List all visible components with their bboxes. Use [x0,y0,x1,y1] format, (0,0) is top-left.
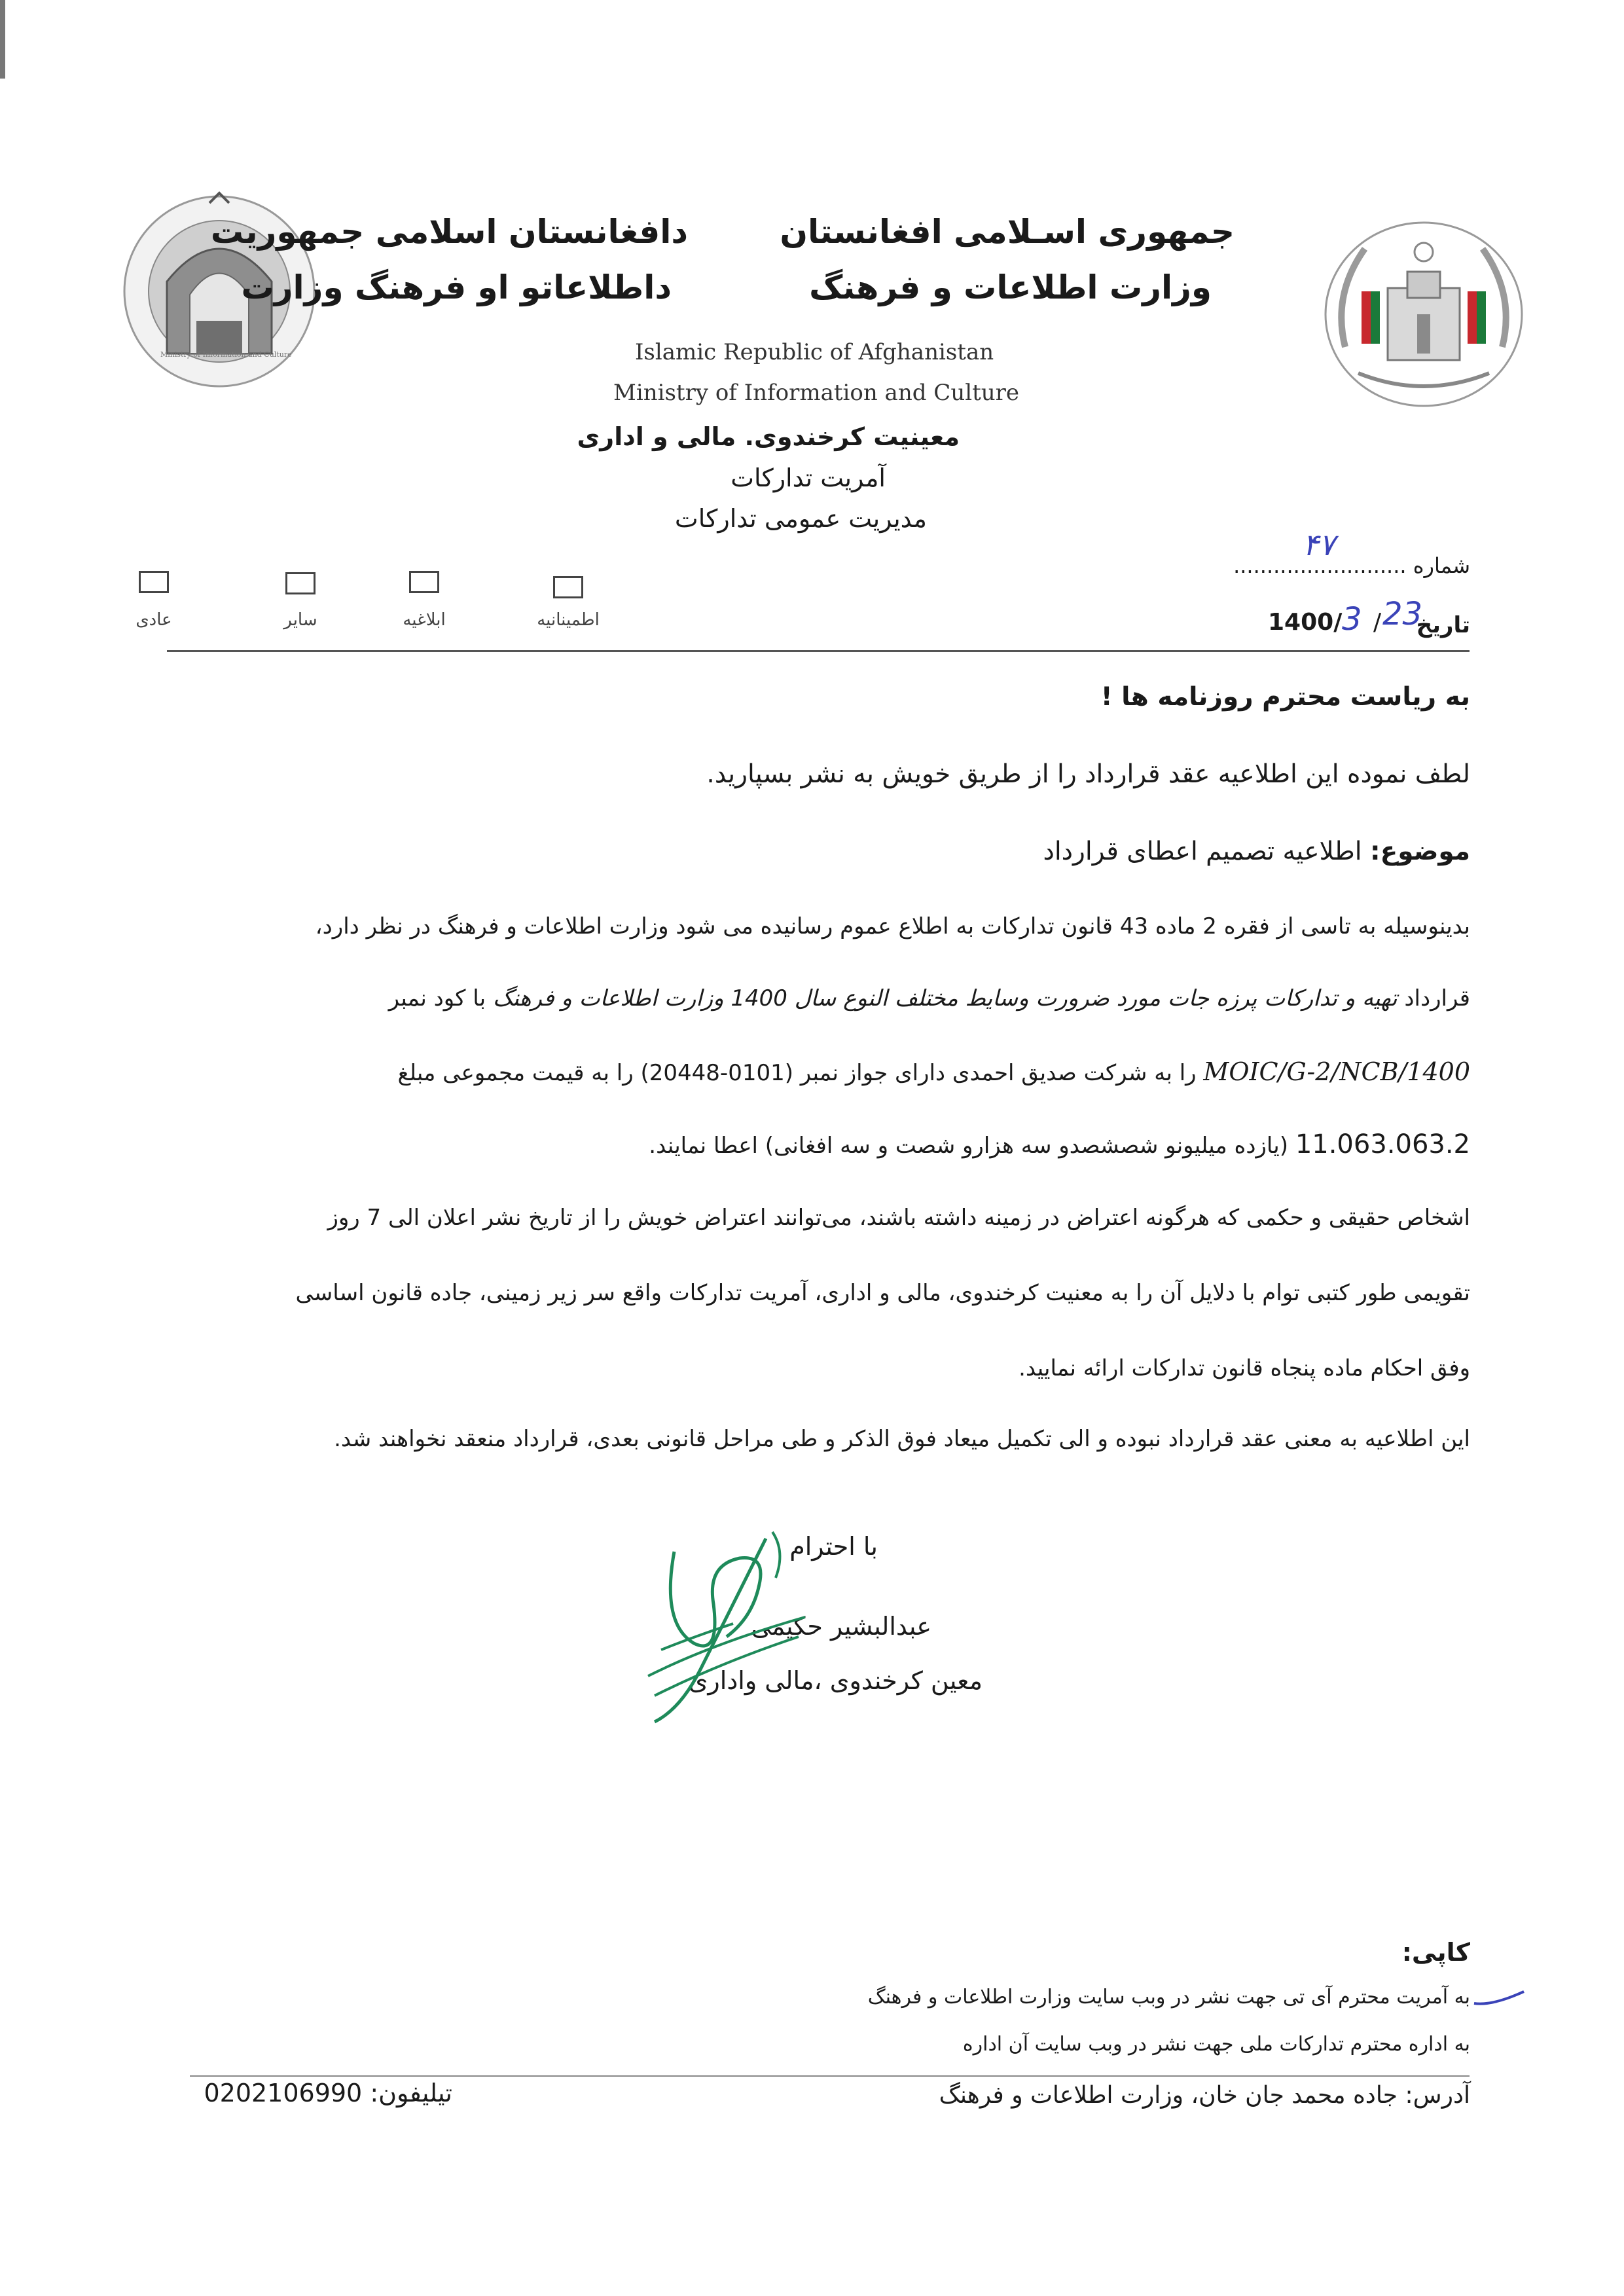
letter-number-label: شماره .......................... [1233,553,1470,578]
footer-phone [204,2079,452,2107]
classification-label-ordinary: عادی [135,610,172,630]
paragraph-1-line-1: بدینوسیله به تاسی از فقره 2 ماده 43 قانون تدارکات به اطلاع عموم رسانیده می شود وزارت اطلاعات و فرهنگ در نظر دارد، [315,913,1470,939]
footer-address: آدرس: جاده محمد جان خان، وزارت اطلاعات و فرهنگ [939,2082,1470,2109]
subject-label: موضوع: [1370,837,1470,866]
pashto-title-republic: دافغانستان اسلامی جمهوریت [210,213,688,251]
classification-label-confidential: اطمینانیه [537,610,600,630]
contract-suffix: با کود نمبر [388,985,493,1011]
classification-checkbox-other[interactable] [285,572,316,594]
paragraph-1-line-2 [389,985,1470,1011]
contract-code: MOIC/G-2/NCB/1400 [1203,1057,1470,1086]
contract-amount: 11.063.063.2 [1295,1129,1470,1159]
signature-title: معین کرخندوی ،مالی واداری [688,1666,983,1695]
department-procurement-directorate: آمریت تدارکات [731,464,886,492]
classification-label-notification: ابلاغیه [403,610,446,630]
header-divider [167,650,1470,652]
paragraph-1-line-4 [649,1129,1470,1159]
department-general-procurement: مدیریت عمومی تدارکات [674,504,927,533]
classification-checkbox-notification[interactable] [409,571,439,593]
signature-closing: با احترام [789,1532,878,1561]
contract-title: تهیه و تدارکات پرزه جات مورد ضرورت وسایط مختلف النوع سال 1400 وزارت اطلاعات و فرهنگ [492,985,1398,1011]
letter-date-month: 3 [1342,601,1362,638]
classification-label-other: سایر [283,610,317,630]
classification-checkbox-ordinary[interactable] [139,571,169,593]
signature-name: عبدالبشیر حکیمی [751,1612,931,1641]
letter-date-year: 1400/ [1268,609,1343,636]
english-title-republic: Islamic Republic of Afghanistan [635,339,994,365]
paragraph-2-line-3: وفق احکام ماده پنجاه قانون تدارکات ارائه نمایید. [1019,1355,1470,1381]
contract-award-text: را به شرکت صدیق احمدی دارای جواز نمبر (0101-20448) را به قیمت مجموعی مبلغ [397,1060,1204,1086]
handwritten-check-icon [1473,1984,1525,2010]
dari-title-ministry: وزارت اطلاعات و فرهنگ [809,268,1212,306]
scan-edge-mark [0,0,5,79]
english-title-ministry: Ministry of Information and Culture [613,380,1020,406]
letter-request: لطف نموده این اطلاعیه عقد قرارداد را از طریق خویش به نشر بسپارید. [706,759,1470,789]
paragraph-2-line-1: اشخاص حقیقی و حکمی که هرگونه اعتراض در زمینه داشته باشند، می‌توانند اعتراض خویش را از تاریخ نشر اعلان الی 7 روز [327,1205,1470,1231]
paragraph-2-line-2: تقویمی طور کتبی توام با دلایل آن را به معنیت کرخندوی، مالی و اداری، آمریت تدارکات واقع سر زیر زمینی، جاده قانون اساسی [295,1280,1470,1306]
department-deputy-ministry: معینیت کرخندوی. مالی و اداری [577,422,960,451]
paragraph-3: این اطلاعیه به معنی عقد قرارداد نبوده و الی تکمیل میعاد فوق الذکر و طی مراحل قانونی بعدی، قرارداد منعقد نخواهند شد. [334,1426,1470,1452]
letter-addressee: به ریاست محترم روزنامه ها ! [1100,682,1470,712]
copy-label: کاپی: [1401,1938,1470,1967]
copy-line-npa: به اداره محترم تدارکات ملی جهت نشر در وبب سایت آن اداره [962,2033,1470,2056]
letter-number-value: ۴۷ [1303,527,1335,562]
pashto-title-ministry: داطلاعاتو او فرهنگ وزارت [241,268,672,306]
footer-phone-label: تیلیفون: [370,2079,452,2107]
subject-text: اطلاعیه تصمیم اعطای قرارداد [1043,837,1371,866]
letter-date-day: 23 [1382,596,1423,632]
paragraph-1-line-3 [397,1057,1470,1086]
seal-caption: Ministry of Information and Culture [160,350,292,359]
classification-checkbox-confidential[interactable] [553,576,583,598]
footer-divider [190,2075,1470,2077]
footer-phone-value: 0202106990 [204,2079,363,2107]
letter-date-sep: / [1373,609,1382,636]
contract-prefix: قرارداد [1397,985,1470,1011]
letter-subject [1043,837,1470,866]
copy-line-it: به آمریت محترم آی تی جهت نشر در وبب سایت وزارت اطلاعات و فرهنگ [867,1986,1470,2009]
contract-amount-words: (یازده میلیونو شصشصدو سه هزارو شصت و سه افغانی) اعطا نمایند. [649,1133,1295,1159]
national-emblem-icon [1319,216,1528,412]
dari-title-republic: جمهوری اسـلامی افغانستان [780,213,1235,251]
handwritten-signature-icon [635,1525,818,1735]
letter-date-label: تاریخ [1416,612,1470,638]
